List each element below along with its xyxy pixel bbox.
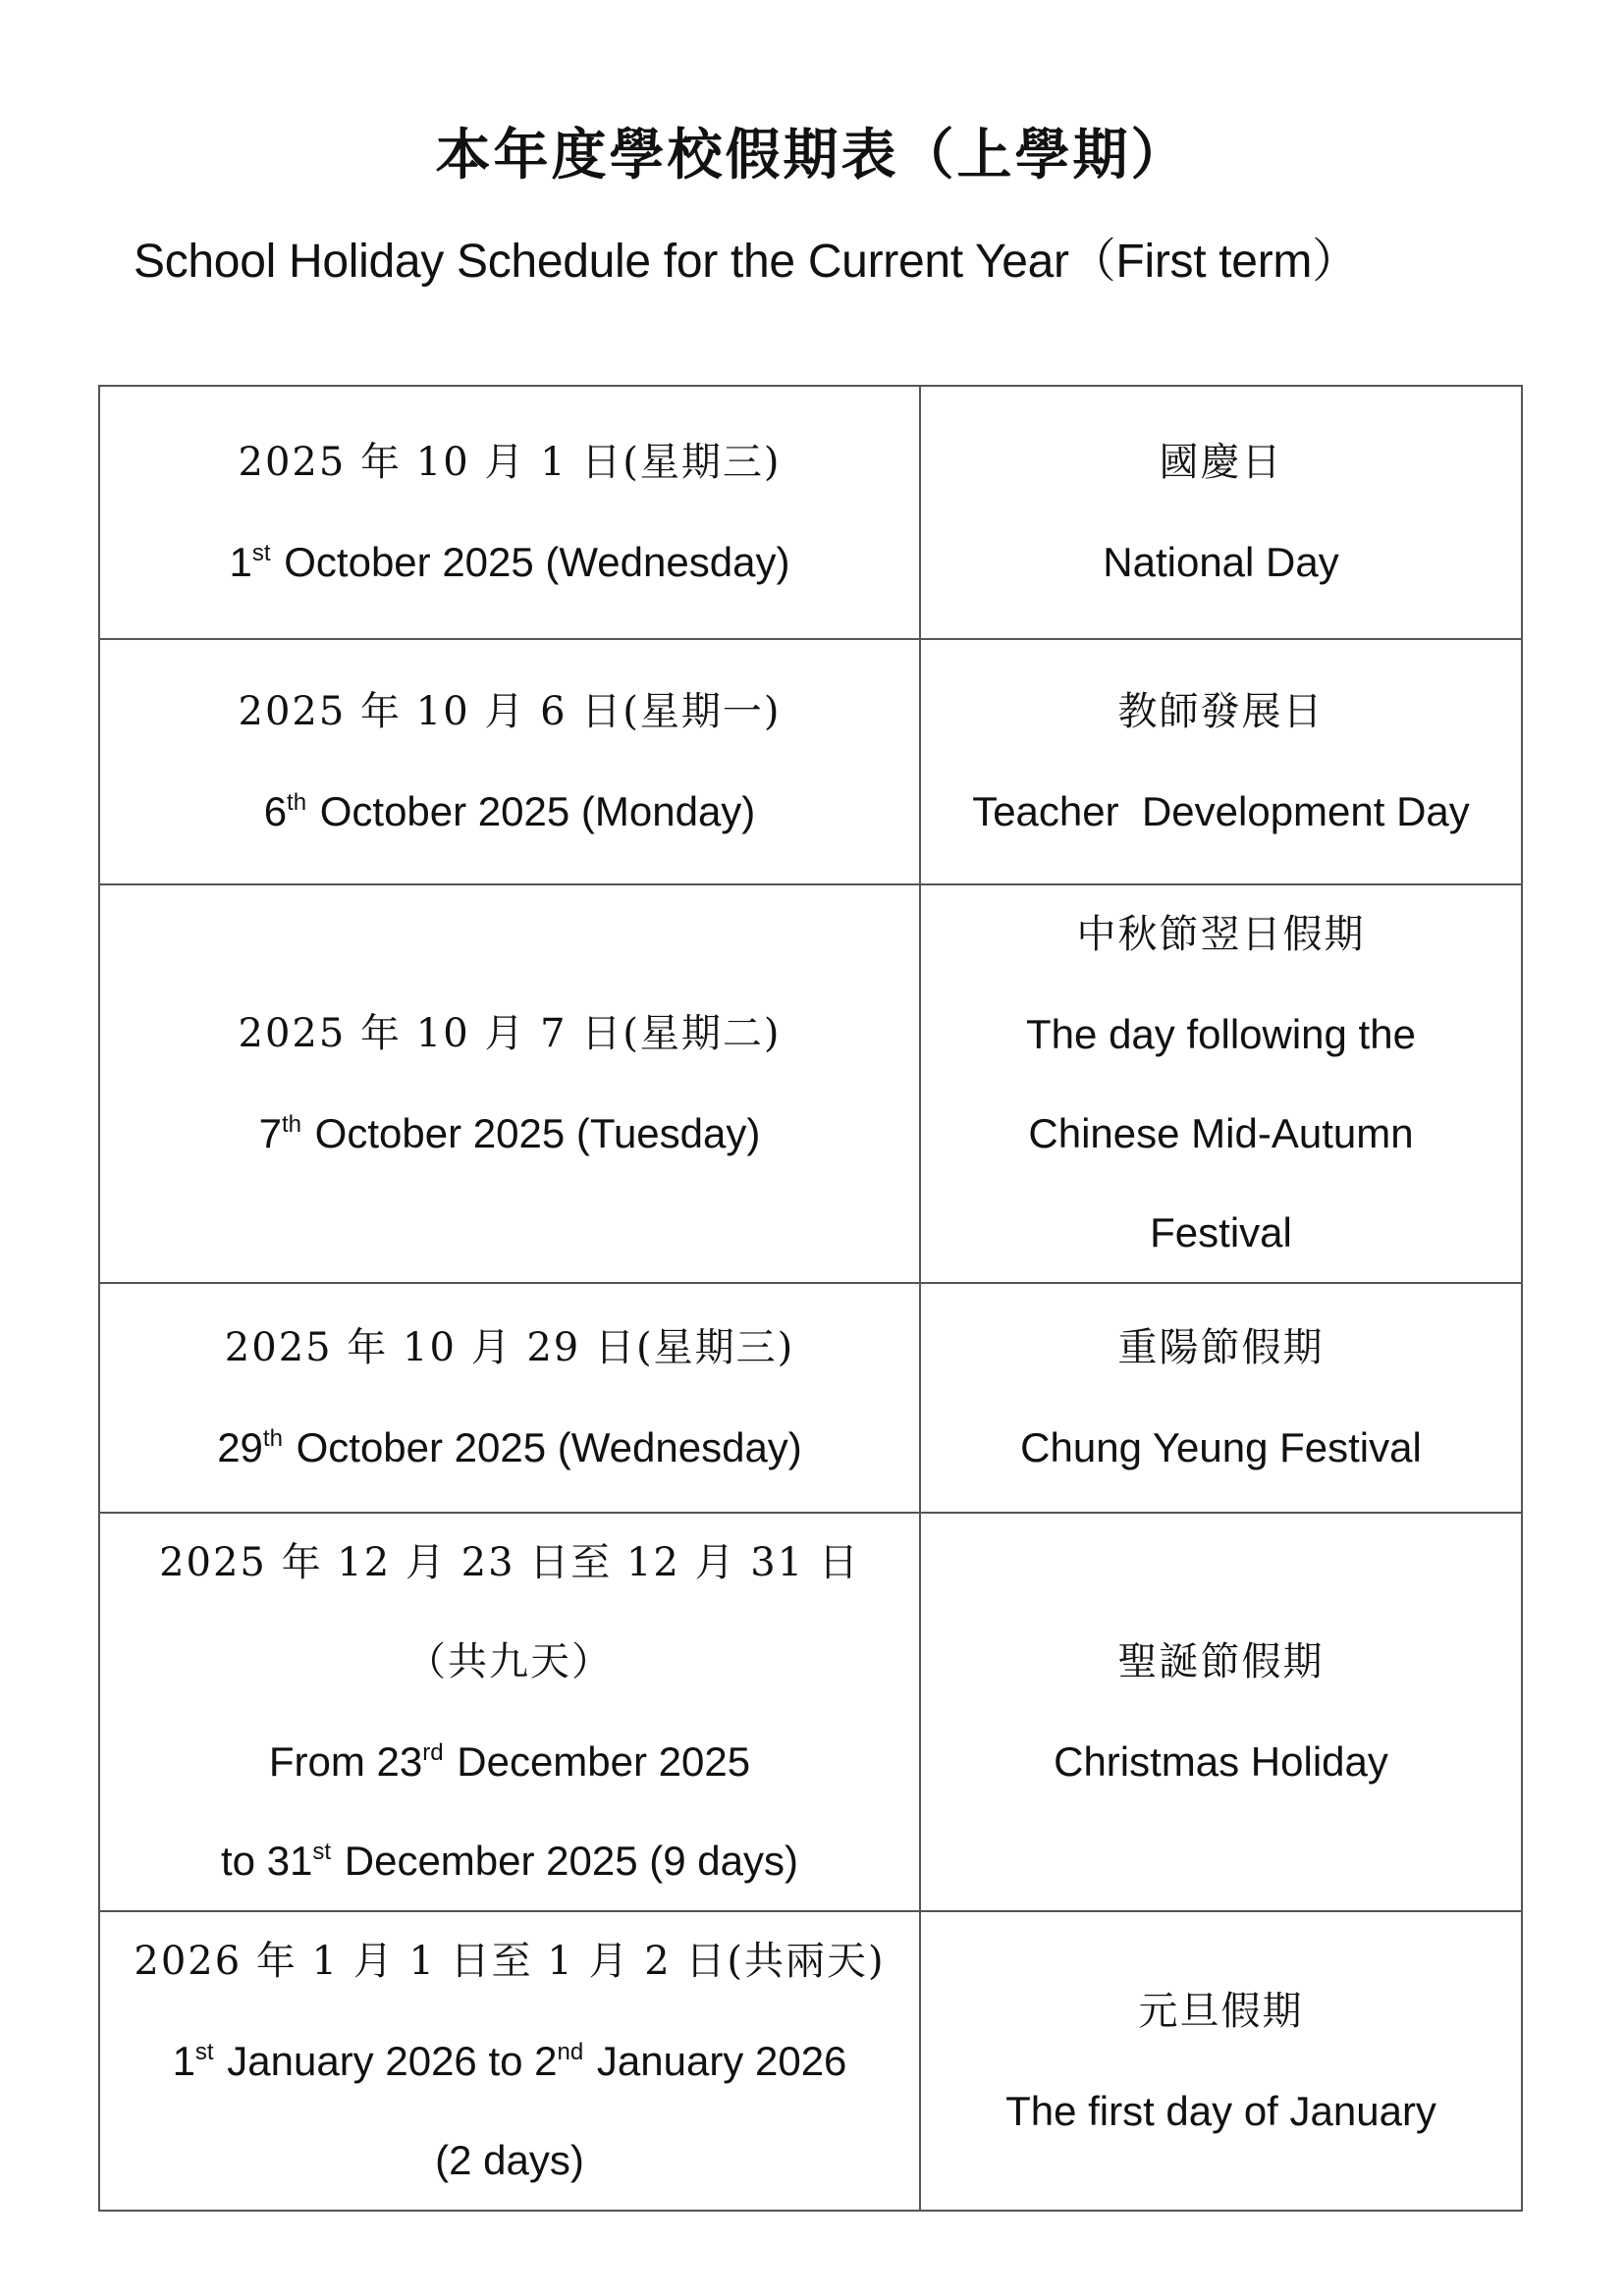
table-row <box>99 884 1522 1283</box>
date-cell <box>99 884 920 1283</box>
holiday-cell <box>920 884 1522 1283</box>
table-row <box>99 1283 1522 1513</box>
date-chinese: 2025 年 10 月 1 日(星期三) <box>238 440 782 485</box>
table-row <box>99 1911 1522 2211</box>
holiday-name-english: Christmas Holiday <box>1054 1738 1388 1785</box>
holiday-cell <box>920 386 1522 639</box>
holiday-name-english: Chinese Mid-Autumn <box>1028 1110 1414 1156</box>
table-row <box>99 386 1522 639</box>
date-cell <box>99 1911 920 2211</box>
date-english: (2 days) <box>435 2137 584 2183</box>
date-chinese: （共九天） <box>406 1639 613 1684</box>
holiday-cell <box>920 639 1522 884</box>
table-row <box>99 1513 1522 1911</box>
date-cell <box>99 386 920 639</box>
date-english: 1st October 2025 (Wednesday) <box>229 539 790 585</box>
holiday-name-chinese: 教師發展日 <box>1117 689 1325 734</box>
date-english: 6th October 2025 (Monday) <box>263 788 756 834</box>
holiday-cell <box>920 1513 1522 1911</box>
date-chinese: 2025 年 10 月 7 日(星期二) <box>238 1011 782 1056</box>
holiday-cell <box>920 1911 1522 2211</box>
holiday-name-english: The day following the <box>1026 1011 1416 1057</box>
holiday-name-chinese: 中秋節翌日假期 <box>1076 912 1366 957</box>
date-chinese: 2025 年 12 月 23 日至 12 月 31 日 <box>159 1540 860 1585</box>
page-title-chinese: 本年度學校假期表（上學期） <box>435 123 1189 187</box>
date-english: 29th October 2025 (Wednesday) <box>217 1424 802 1470</box>
date-english: 7th October 2025 (Tuesday) <box>258 1110 761 1156</box>
date-english: to 31st December 2025 (9 days) <box>221 1838 798 1884</box>
holiday-name-chinese: 重陽節假期 <box>1117 1325 1325 1370</box>
date-cell <box>99 1513 920 1911</box>
date-cell <box>99 639 920 884</box>
date-chinese: 2025 年 10 月 6 日(星期一) <box>238 689 782 734</box>
holiday-name-english: Chung Yeung Festival <box>1020 1424 1422 1470</box>
holiday-name-english: Teacher Development Day <box>972 788 1470 834</box>
date-english: From 23rd December 2025 <box>268 1738 751 1785</box>
date-chinese: 2026 年 1 月 1 日至 1 月 2 日(共兩天) <box>134 1939 886 1984</box>
holiday-schedule-table <box>98 385 1523 2212</box>
date-chinese: 2025 年 10 月 29 日(星期三) <box>224 1325 795 1370</box>
holiday-name-chinese: 元旦假期 <box>1138 1988 1304 2034</box>
holiday-name-chinese: 聖誕節假期 <box>1117 1639 1325 1684</box>
holiday-name-english: Festival <box>1150 1209 1292 1255</box>
page-title-english: School Holiday Schedule for the Current Year（First term） <box>134 236 1359 288</box>
date-english: 1st January 2026 to 2nd January 2026 <box>172 2038 847 2084</box>
table-row <box>99 639 1522 884</box>
holiday-name-english: National Day <box>1103 539 1339 585</box>
holiday-cell <box>920 1283 1522 1513</box>
holiday-name-chinese: 國慶日 <box>1159 440 1283 485</box>
holiday-name-english: The first day of January <box>1005 2087 1436 2134</box>
date-cell <box>99 1283 920 1513</box>
